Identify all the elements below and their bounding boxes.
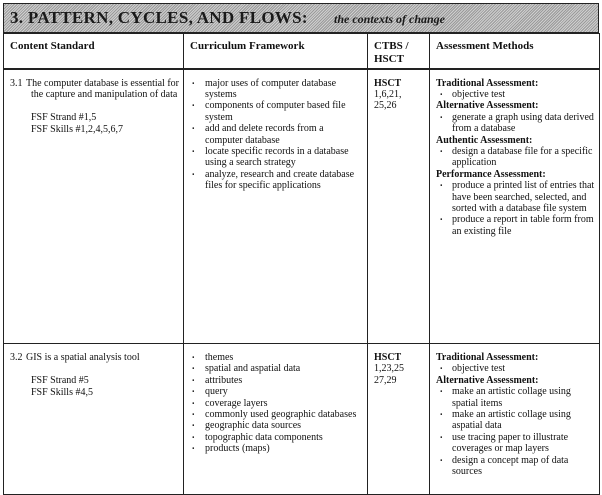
table-row bbox=[4, 344, 600, 495]
content-standard-cell bbox=[4, 344, 184, 495]
list-item: . design a database file for a specific application bbox=[436, 146, 595, 169]
standard-number: 3.2 bbox=[10, 352, 23, 363]
assessment-heading: Traditional Assessment: bbox=[436, 77, 539, 89]
assessment-list bbox=[436, 386, 595, 477]
skills-label: FSF Skills #1,2,4,5,6,7 bbox=[31, 123, 123, 135]
col-header-content-standard: Content Standard bbox=[4, 34, 184, 69]
ctbs-label: HSCT bbox=[374, 77, 402, 89]
list-item: . locate specific records in a database using a search strategy bbox=[190, 146, 363, 169]
assessment-heading: Alternative Assessment: bbox=[436, 100, 539, 112]
list-item: . products (maps) bbox=[190, 443, 363, 454]
section-title: 3. PATTERN, CYCLES, AND FLOWS: bbox=[10, 8, 308, 27]
ctbs-cell bbox=[368, 69, 430, 344]
list-item: . spatial and aspatial data bbox=[190, 363, 363, 374]
standard-text: The computer database is essential for the capture and manipulation of data bbox=[26, 77, 179, 100]
standard-statement bbox=[10, 78, 179, 101]
assessment-cell bbox=[430, 69, 600, 344]
col-header-assessment-methods: Assessment Methods bbox=[430, 34, 600, 69]
list-item: . coverage layers bbox=[190, 398, 363, 409]
framework-cell bbox=[184, 69, 368, 344]
table-header-row bbox=[4, 34, 600, 69]
list-item: . make an artistic collage using aspatial data bbox=[436, 409, 595, 432]
skills-label: FSF Skills #4,5 bbox=[31, 386, 93, 398]
framework-list bbox=[190, 78, 363, 192]
assessment-list bbox=[436, 180, 595, 237]
list-item: . generate a graph using data derived from a database bbox=[436, 112, 595, 135]
list-item: . produce a printed list of entries that have been searched, selected, and sorted with a database file system bbox=[436, 180, 595, 214]
assessment-heading: Traditional Assessment: bbox=[436, 352, 539, 363]
list-item: . attributes bbox=[190, 375, 363, 386]
standard-number: 3.1 bbox=[10, 77, 23, 89]
list-item: . major uses of computer database systems bbox=[190, 78, 363, 101]
list-item: . add and delete records from a computer database bbox=[190, 123, 363, 146]
ctbs-cell bbox=[368, 344, 430, 495]
list-item: . produce a report in table form from an existing file bbox=[436, 214, 595, 237]
list-item: . geographic data sources bbox=[190, 420, 363, 431]
framework-list bbox=[190, 352, 363, 455]
assessment-cell bbox=[430, 344, 600, 495]
strand-label: FSF Strand #5 bbox=[31, 375, 89, 387]
assessment-heading: Authentic Assessment: bbox=[436, 134, 533, 146]
ctbs-values: 1,6,21, 25,26 bbox=[374, 88, 402, 112]
ctbs-values: 1,23,25 27,29 bbox=[374, 363, 404, 386]
list-item: . topographic data components bbox=[190, 432, 363, 443]
curriculum-table bbox=[3, 33, 600, 495]
list-item: . query bbox=[190, 386, 363, 397]
list-item: . components of computer based file system bbox=[190, 100, 363, 123]
list-item: . use tracing paper to illustrate coverages or map layers bbox=[436, 432, 595, 455]
col-header-ctbs-hsct: CTBS / HSCT bbox=[368, 34, 430, 69]
assessment-list bbox=[436, 112, 595, 135]
content-standard-cell bbox=[4, 69, 184, 344]
standard-text: GIS is a spatial analysis tool bbox=[26, 352, 140, 363]
assessment-heading: Alternative Assessment: bbox=[436, 374, 539, 386]
col-header-curriculum-framework: Curriculum Framework bbox=[184, 34, 368, 69]
list-item: . make an artistic collage using spatial items bbox=[436, 386, 595, 409]
list-item: . analyze, research and create database files for specific applications bbox=[190, 169, 363, 192]
list-item: . design a concept map of data sources bbox=[436, 455, 595, 478]
list-item: . themes bbox=[190, 352, 363, 363]
assessment-heading: Performance Assessment: bbox=[436, 168, 546, 180]
assessment-list bbox=[436, 363, 595, 374]
table-row bbox=[4, 69, 600, 344]
assessment-list bbox=[436, 89, 595, 100]
list-item: . objective test bbox=[436, 363, 595, 374]
framework-cell bbox=[184, 344, 368, 495]
assessment-list bbox=[436, 146, 595, 169]
strand-label: FSF Strand #1,5 bbox=[31, 112, 97, 124]
list-item: . objective test bbox=[436, 89, 595, 100]
list-item: . commonly used geographic databases bbox=[190, 409, 363, 420]
section-subtitle: the contexts of change bbox=[334, 12, 445, 26]
section-banner bbox=[3, 3, 599, 33]
ctbs-label: HSCT bbox=[374, 352, 402, 363]
standard-statement bbox=[10, 352, 179, 363]
